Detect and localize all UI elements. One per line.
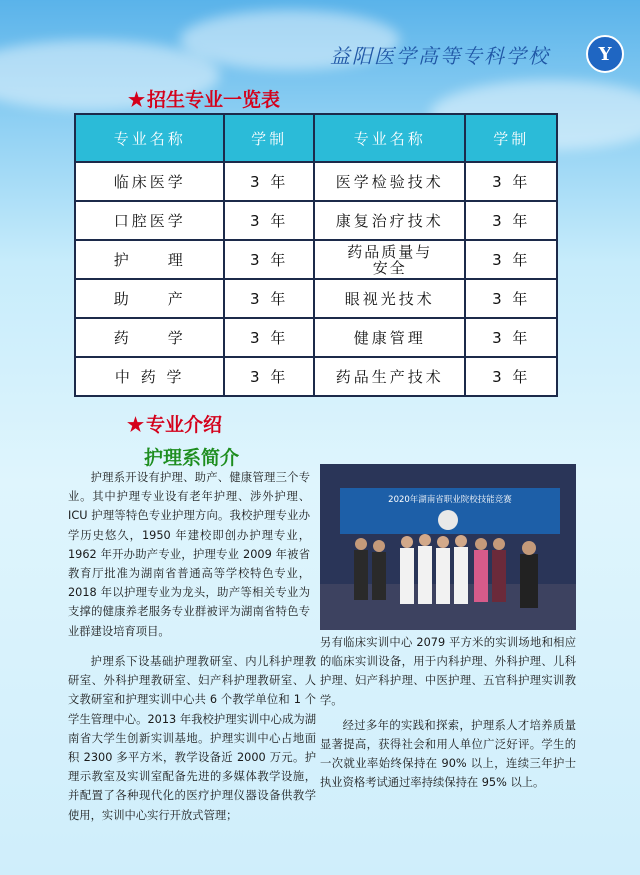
- photo-banner-text: 2020年湖南省职业院校技能竞赛: [388, 495, 512, 505]
- paragraph: 经过多年的实践和探索，护理系人才培养质量显著提高，获得社会和用人单位广泛好评。学生的一次就业率始终保持在 90% 以上，连续三年护士执业资格考试通过率持续保持在 95% 以上。: [320, 718, 576, 790]
- table-row: [75, 279, 557, 318]
- major-name: 助 产: [75, 279, 224, 318]
- major-name: 药品生产技术: [314, 357, 465, 396]
- duration: 3 年: [465, 162, 557, 201]
- table-row: [75, 318, 557, 357]
- major-name: 临床医学: [75, 162, 224, 201]
- star-icon: ★: [128, 89, 146, 111]
- column-header: 学制: [465, 114, 557, 162]
- duration: 3 年: [224, 162, 314, 201]
- major-name: 医学检验技术: [314, 162, 465, 201]
- paragraph: 护理系开设有护理、助产、健康管理三个专业。其中护理专业设有老年护理、涉外护理、ICU 护理等特色专业护理方向。我校护理专业办学历史悠久，1950 年建校即创办护理专业，1962 年开办助产专业，护理专业 2009 年被省教育厅批准为湖南省普通高等学校特色专业，2018 年以护理专业为龙头，助产等相关专业为支撑的健康养老服务专业群被评为湖南省特色专业群建设培育项目。: [68, 471, 310, 638]
- competition-photo: [320, 464, 576, 630]
- table-row: [75, 357, 557, 396]
- table-header-row: [75, 114, 557, 162]
- major-name: 眼视光技术: [314, 279, 465, 318]
- duration: 3 年: [224, 279, 314, 318]
- column-header: 学制: [224, 114, 314, 162]
- duration: 3 年: [224, 318, 314, 357]
- paragraph: 另有临床实训中心 2079 平方米的实训场地和相应的临床实训设备，用于内科护理、外科护理、儿科护理、妇产科护理、中医护理、五官科护理实训教学。: [320, 636, 576, 707]
- major-name: 中 药 学: [75, 357, 224, 396]
- school-name-logo: 益阳医学高等专科学校: [330, 44, 550, 68]
- table-row: [75, 162, 557, 201]
- duration: 3 年: [465, 279, 557, 318]
- intro-section-title: ★ 专业介绍: [127, 414, 223, 436]
- major-name: 药 学: [75, 318, 224, 357]
- photo-scene: [320, 464, 576, 630]
- duration: 3 年: [224, 201, 314, 240]
- duration: 3 年: [224, 240, 314, 279]
- department-subtitle: 护理系简介: [144, 447, 240, 469]
- right-column: [320, 633, 576, 793]
- major-name: 药品质量与安全: [314, 240, 465, 279]
- duration: 3 年: [465, 357, 557, 396]
- major-name: 口腔医学: [75, 201, 224, 240]
- majors-section-title: ★ 招生专业一览表: [128, 89, 281, 111]
- duration: 3 年: [465, 240, 557, 279]
- duration: 3 年: [224, 357, 314, 396]
- major-name: 护 理: [75, 240, 224, 279]
- major-name: 健康管理: [314, 318, 465, 357]
- table-row: [75, 201, 557, 240]
- star-icon: ★: [127, 414, 145, 436]
- paragraph: 护理系下设基础护理教研室、内儿科护理教研室、外科护理教研室、妇产科护理教研室、人文教研室和护理实训中心共 6 个教学单位和 1 个学生管理中心。2013 年我校护理实训中心成为湖南省大学生创新实训基地。护理实训中心占地面积 2300 多平方米，教学设备近 2000 万元。护理示教室及实训室配备先进的多媒体教学设施，并配置了各种现代化的医疗护理仪器设备供教学使用，实训中心实行开放式管理；: [68, 655, 316, 822]
- column-header: 专业名称: [75, 114, 224, 162]
- table-row: [75, 240, 557, 279]
- left-column-lower: [68, 652, 316, 825]
- school-emblem-icon: Y: [586, 35, 624, 73]
- left-column-upper: [68, 468, 310, 642]
- column-header: 专业名称: [314, 114, 465, 162]
- duration: 3 年: [465, 201, 557, 240]
- majors-table: [74, 113, 558, 397]
- duration: 3 年: [465, 318, 557, 357]
- major-name: 康复治疗技术: [314, 201, 465, 240]
